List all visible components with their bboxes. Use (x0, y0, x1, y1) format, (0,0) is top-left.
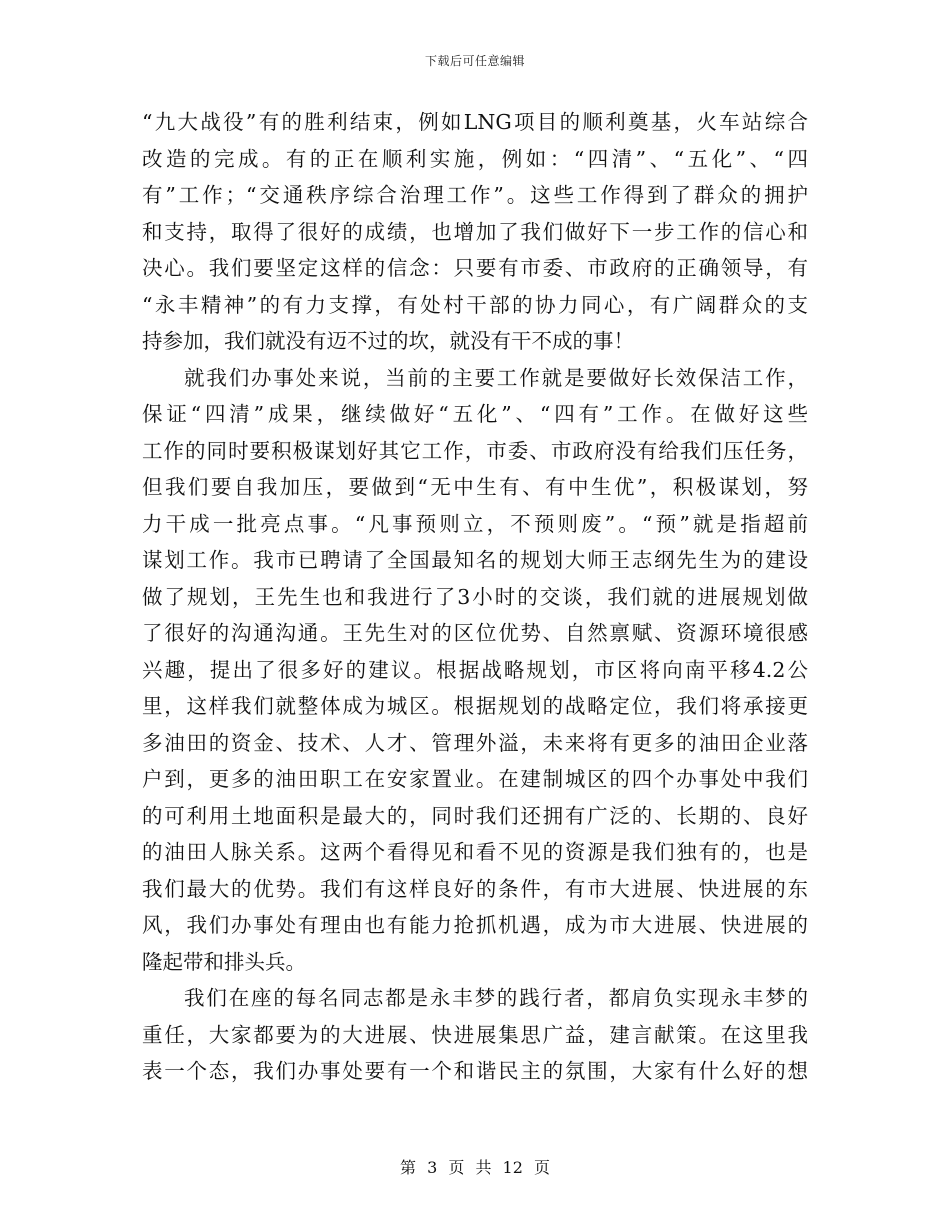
text-line: 做了规划，王先生也和我进行了3小时的交谈，我们就的进展规划做 (142, 584, 808, 609)
text-line: 我们最大的优势。我们有这样良好的条件，有市大进展、快进展的东 (142, 876, 808, 901)
text-line: 多油田的资金、技术、人才、管理外溢，未来将有更多的油田企业落 (142, 730, 808, 755)
text-line: 工作的同时要积极谋划好其它工作，市委、市政府没有给我们压任务， (142, 438, 808, 463)
text-line: 就我们办事处来说，当前的主要工作就是要做好长效保洁工作， (184, 365, 808, 390)
text-line: “永丰精神”的有力支撑，有处村干部的协力同心，有广阔群众的支 (142, 292, 808, 317)
text-line: 决心。我们要坚定这样的信念：只要有市委、市政府的正确领导，有 (142, 256, 808, 280)
text-line: 里，这样我们就整体成为城区。根据规划的战略定位，我们将承接更 (142, 694, 808, 718)
text-line: 重任，大家都要为的大进展、快进展集思广益，建言献策。在这里我 (142, 1022, 808, 1047)
text-line: 我们在座的每名同志都是永丰梦的践行者，都肩负实现永丰梦的 (184, 986, 808, 1010)
text-line: 力干成一批亮点事。“凡事预则立，不预则废”。“预”就是指超前 (142, 511, 808, 536)
text-line: 谋划工作。我市已聘请了全国最知名的规划大师王志纲先生为的建设 (142, 548, 808, 572)
text-line: 保证“四清”成果，继续做好“五化”、“四有”工作。在做好这些 (142, 402, 808, 426)
text-line: 了很好的沟通沟通。王先生对的区位优势、自然禀赋、资源环境很感 (142, 621, 808, 645)
paragraph (142, 360, 808, 981)
text-line: 隆起带和排头兵。 (142, 949, 306, 974)
text-line: 的可利用土地面积是最大的，同时我们还拥有广泛的、长期的、良好 (142, 803, 808, 828)
document-body (142, 104, 808, 1090)
page-header: 下载后可任意编辑 (424, 54, 525, 68)
text-line: 但我们要自我加压，要做到“无中生有、有中生优”，积极谋划，努 (142, 475, 808, 499)
text-line: 持参加，我们就没有迈不过的坎，就没有干不成的事！ (142, 329, 634, 353)
page-number: 第 3 页 共 12 页 (400, 1158, 550, 1177)
text-line: “九大战役”有的胜利结束，例如LNG项目的顺利奠基，火车站综合 (142, 110, 808, 134)
paragraph (142, 104, 808, 360)
paragraph (142, 980, 808, 1090)
text-line: 表一个态，我们办事处要有一个和谐民主的氛围，大家有什么好的想 (142, 1059, 808, 1083)
text-line: 户到，更多的油田职工在安家置业。在建制城区的四个办事处中我们 (142, 767, 808, 791)
text-line: 兴趣，提出了很多好的建议。根据战略规划，市区将向南平移4.2公 (142, 657, 808, 682)
text-line: 改造的完成。有的正在顺利实施，例如：“四清”、“五化”、“四 (142, 146, 808, 171)
text-line: 有”工作；“交通秩序综合治理工作”。这些工作得到了群众的拥护 (142, 183, 808, 207)
text-line: 和支持，取得了很好的成绩，也增加了我们做好下一步工作的信心和 (142, 219, 808, 244)
text-line: 的油田人脉关系。这两个看得见和看不见的资源是我们独有的，也是 (142, 840, 808, 864)
text-line: 风，我们办事处有理由也有能力抢抓机遇，成为市大进展、快进展的 (142, 913, 808, 937)
